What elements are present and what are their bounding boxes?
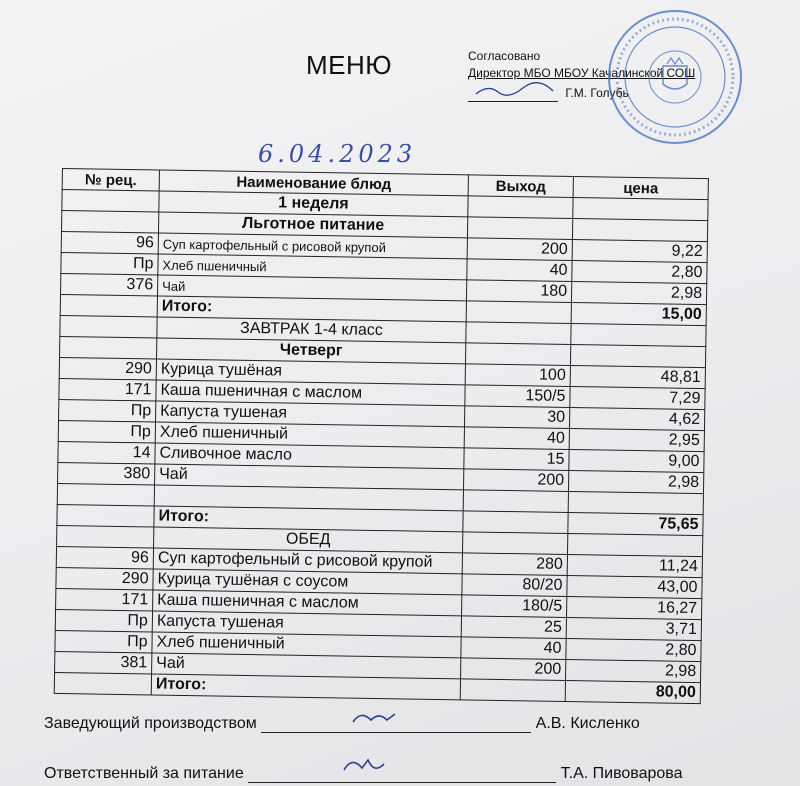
price-cell: 11,24 [567, 554, 702, 577]
responsible-signature-line [44, 764, 683, 783]
approval-line-2: Директор МБО МБОУ Качалинской СОШ [468, 66, 696, 80]
portion-cell: 40 [464, 427, 569, 450]
section1-rows [61, 232, 708, 305]
page-title: МЕНЮ [306, 50, 393, 80]
recipe-number-cell: 290 [59, 357, 156, 380]
portion-cell: 150/5 [465, 385, 570, 408]
breakfast-rows [58, 357, 706, 493]
dish-name-cell: Курица тушёная с соусом [153, 569, 462, 595]
portion-cell: 200 [461, 658, 566, 681]
recipe-number-cell: Пр [58, 420, 155, 443]
responsible-name: Т.А. Пивоварова [560, 765, 683, 782]
portion-cell: 80/20 [462, 574, 567, 597]
dish-name-cell: Сливочное масло [155, 443, 464, 469]
price-cell: 2,95 [569, 429, 704, 452]
price-cell: 2,98 [571, 282, 706, 305]
breakfast-title: ЗАВТРАК 1-4 класс [157, 317, 466, 343]
price-cell: 9,22 [572, 240, 707, 263]
price-cell: 3,71 [566, 617, 701, 640]
dish-name-cell: Суп картофельный с рисовой крупой [158, 233, 467, 259]
price-cell: 2,80 [572, 261, 707, 284]
handwritten-date: 6.04.2023 [258, 140, 417, 168]
price-cell: 43,00 [567, 575, 702, 598]
responsible-signature [248, 764, 556, 783]
price-cell: 4,62 [569, 408, 704, 431]
portion-cell: 40 [461, 637, 566, 660]
lunch-total-value: 80,00 [565, 680, 700, 703]
dish-name-cell: Капуста тушеная [156, 401, 465, 427]
dish-name-cell: Чай [152, 653, 461, 679]
recipe-number-cell: 14 [58, 441, 155, 464]
portion-cell: 200 [467, 238, 572, 261]
recipe-number-cell: 96 [56, 546, 153, 569]
manager-signature-line [44, 714, 640, 733]
price-cell: 48,81 [570, 366, 705, 389]
dish-name-cell: Хлеб пшеничный [158, 254, 467, 280]
lunch-rows [55, 546, 703, 682]
portion-cell: 100 [465, 364, 570, 387]
portion-cell: 280 [462, 553, 567, 576]
recipe-number-cell: 290 [56, 567, 153, 590]
price-cell: 2,98 [568, 470, 703, 493]
dish-name-cell: Суп картофельный с рисовой крупой [153, 548, 462, 574]
dish-name-cell: Курица тушёная [156, 359, 465, 385]
director-name: Г.М. Голубь [565, 86, 629, 100]
price-cell: 16,27 [567, 596, 702, 619]
director-signature-line [468, 82, 558, 102]
recipe-number-cell: Пр [59, 399, 156, 422]
responsible-label: Ответственный за питание [44, 765, 244, 782]
portion-cell: 15 [464, 448, 569, 471]
dish-name-cell: Чай [155, 464, 464, 490]
menu-table [54, 168, 709, 704]
breakfast-total-value: 75,65 [568, 512, 703, 535]
recipe-number-cell: 96 [61, 232, 158, 255]
recipe-number-cell: 376 [61, 273, 158, 296]
recipe-number-cell: 381 [55, 651, 152, 674]
manager-label: Заведующий производством [44, 715, 257, 732]
section1-total-value: 15,00 [571, 303, 706, 326]
portion-cell: 25 [461, 616, 566, 639]
col-header-price: цена [573, 177, 708, 200]
responsible-signature-icon [248, 756, 556, 776]
recipe-number-cell: 171 [56, 588, 153, 611]
dish-name-cell: Каша пшеничная с маслом [153, 590, 462, 616]
col-header-recipe-number: № рец. [62, 169, 159, 192]
manager-name: А.В. Кисленко [535, 715, 640, 732]
col-header-portion: Выход [468, 175, 573, 198]
portion-cell: 200 [463, 469, 568, 492]
recipe-number-cell: 171 [59, 378, 156, 401]
breakfast-total-label: Итого: [154, 506, 463, 532]
school-stamp-icon [595, 8, 755, 146]
manager-signature-icon [261, 708, 531, 726]
dish-name-cell: Чай [158, 275, 467, 301]
price-cell: 2,80 [566, 638, 701, 661]
lunch-total-label: Итого: [151, 674, 460, 700]
day-label: Четверг [157, 338, 466, 364]
price-cell: 9,00 [569, 450, 704, 473]
price-cell: 7,29 [570, 387, 705, 410]
section1-title: Льготное питание [158, 212, 467, 238]
dish-name-cell: Хлеб пшеничный [155, 422, 464, 448]
dish-name-cell: Каша пшеничная с маслом [156, 380, 465, 406]
recipe-number-cell: Пр [55, 609, 152, 632]
week-label: 1 неделя [159, 191, 468, 217]
dish-name-cell: Капуста тушеная [152, 611, 461, 637]
portion-cell: 180 [466, 280, 571, 303]
col-header-dish-name: Наименование блюд [159, 170, 468, 196]
portion-cell: 180/5 [462, 595, 567, 618]
dish-name-cell: Хлеб пшеничный [152, 632, 461, 658]
recipe-number-cell: Пр [55, 630, 152, 653]
lunch-title: ОБЕД [154, 527, 463, 553]
approval-line-1: Согласовано [468, 49, 541, 63]
manager-signature [261, 714, 531, 733]
director-signature-icon [468, 82, 558, 96]
recipe-number-cell: 380 [58, 462, 155, 485]
section1-total-label: Итого: [157, 296, 466, 322]
recipe-number-cell: Пр [61, 252, 158, 275]
portion-cell: 30 [464, 406, 569, 429]
portion-cell: 40 [467, 259, 572, 282]
price-cell: 2,98 [566, 659, 701, 682]
